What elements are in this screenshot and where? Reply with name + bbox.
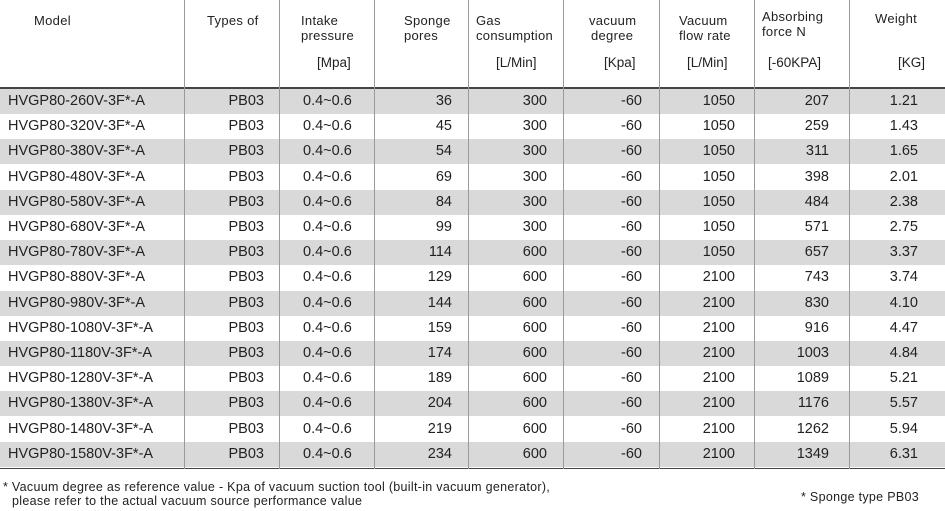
cell-model: HVGP80-260V-3F*-A [8, 93, 146, 109]
table-row [0, 417, 945, 442]
column-divider [659, 0, 660, 469]
cell-gas: 300 [522, 143, 547, 160]
cell-pores: 159 [427, 319, 452, 336]
column-divider [849, 0, 850, 469]
cell-pressure: 0.4~0.6 [303, 294, 352, 311]
cell-type: PB03 [228, 420, 264, 437]
cell-pressure: 0.4~0.6 [303, 269, 352, 286]
cell-flow: 1050 [702, 143, 735, 160]
cell-force: 1003 [796, 345, 829, 361]
header-gas-line1: Gas [476, 13, 501, 28]
cell-gas: 600 [522, 370, 547, 387]
header-weight: Weight [875, 11, 918, 26]
cell-force: 1176 [797, 395, 829, 412]
cell-vac: -60 [621, 294, 642, 311]
cell-weight: 5.21 [889, 370, 918, 387]
cell-weight: 1.65 [889, 143, 918, 160]
cell-weight: 4.47 [889, 319, 918, 336]
header-gas-line2: consumption [476, 28, 554, 43]
cell-gas: 600 [522, 244, 547, 261]
cell-model: HVGP80-580V-3F*-A [8, 193, 146, 210]
cell-pressure: 0.4~0.6 [303, 219, 352, 235]
cell-force: 259 [804, 118, 829, 135]
cell-model: HVGP80-1180V-3F*-A [8, 345, 152, 361]
cell-pressure: 0.4~0.6 [303, 345, 352, 361]
cell-vac: -60 [621, 143, 642, 160]
cell-flow: 2100 [702, 319, 735, 336]
cell-force: 743 [804, 269, 829, 286]
cell-gas: 300 [522, 219, 547, 235]
cell-gas: 600 [522, 269, 547, 286]
cell-pressure: 0.4~0.6 [303, 420, 352, 437]
cell-pores: 234 [427, 445, 452, 462]
cell-type: PB03 [228, 219, 264, 235]
cell-gas: 600 [522, 345, 547, 361]
cell-pores: 84 [435, 193, 452, 210]
cell-vac: -60 [621, 118, 642, 135]
cell-force: 311 [805, 143, 829, 160]
cell-force: 1262 [796, 420, 829, 437]
footnote-line1: * Vacuum degree as reference value - Kpa of vacuum suction tool (built-in vacuum generator), [3, 480, 551, 494]
cell-type: PB03 [228, 294, 264, 311]
table-row [0, 240, 945, 265]
cell-force: 484 [804, 193, 829, 210]
cell-type: PB03 [228, 370, 264, 387]
cell-model: HVGP80-780V-3F*-A [8, 244, 146, 261]
cell-force: 830 [804, 294, 829, 311]
cell-weight: 3.74 [889, 269, 918, 286]
cell-gas: 600 [522, 294, 547, 311]
table-row [0, 89, 945, 114]
cell-flow: 2100 [702, 445, 735, 462]
table-row [0, 139, 945, 164]
cell-pores: 69 [435, 168, 452, 185]
cell-model: HVGP80-1280V-3F*-A [8, 370, 154, 387]
cell-flow: 2100 [702, 269, 735, 286]
cell-gas: 600 [522, 445, 547, 462]
table-row [0, 442, 945, 467]
cell-weight: 5.94 [889, 420, 918, 437]
column-divider [563, 0, 564, 469]
table-row [0, 114, 945, 139]
cell-vac: -60 [621, 93, 642, 109]
cell-pressure: 0.4~0.6 [303, 143, 352, 160]
cell-force: 657 [804, 244, 829, 261]
header-vacdeg-line2: degree [591, 28, 634, 43]
cell-weight: 5.57 [889, 395, 918, 412]
cell-pores: 204 [427, 395, 452, 412]
table-row [0, 391, 945, 416]
cell-pressure: 0.4~0.6 [303, 395, 352, 412]
cell-type: PB03 [228, 319, 264, 336]
cell-vac: -60 [621, 219, 642, 235]
cell-weight: 4.10 [889, 294, 918, 311]
cell-vac: -60 [621, 319, 642, 336]
cell-pores: 36 [435, 93, 452, 109]
cell-gas: 300 [522, 168, 547, 185]
table-row [0, 265, 945, 290]
cell-force: 1349 [796, 445, 829, 462]
table-row [0, 291, 945, 316]
cell-pores: 114 [428, 244, 452, 261]
cell-gas: 600 [522, 395, 547, 412]
cell-type: PB03 [228, 345, 264, 361]
table-row [0, 165, 945, 190]
cell-pores: 129 [427, 269, 452, 286]
cell-force: 207 [804, 93, 829, 109]
table-row [0, 190, 945, 215]
cell-pores: 174 [427, 345, 452, 361]
cell-flow: 2100 [702, 345, 735, 361]
cell-type: PB03 [228, 445, 264, 462]
cell-type: PB03 [228, 395, 264, 412]
cell-force: 916 [804, 319, 829, 336]
cell-vac: -60 [621, 193, 642, 210]
cell-pressure: 0.4~0.6 [303, 118, 352, 135]
cell-gas: 300 [522, 193, 547, 210]
column-divider [279, 0, 280, 469]
header-vacdeg-unit: [Kpa] [604, 55, 636, 70]
cell-vac: -60 [621, 395, 642, 412]
cell-weight: 2.75 [889, 219, 918, 235]
cell-flow: 1050 [702, 93, 735, 109]
cell-pores: 99 [435, 219, 452, 235]
cell-gas: 600 [522, 319, 547, 336]
cell-pores: 45 [435, 118, 452, 135]
column-divider [184, 0, 185, 469]
cell-vac: -60 [621, 420, 642, 437]
header-types: Types of [207, 13, 259, 28]
header-weight-unit: [KG] [898, 55, 926, 70]
cell-pressure: 0.4~0.6 [303, 193, 352, 210]
cell-flow: 2100 [702, 370, 735, 387]
column-divider [468, 0, 469, 469]
footnote-line2: please refer to the actual vacuum source performance value [12, 494, 363, 508]
cell-flow: 2100 [702, 420, 735, 437]
cell-model: HVGP80-1480V-3F*-A [8, 420, 154, 437]
header-force-line1: Absorbing [762, 9, 824, 24]
header-sponge-line2: pores [404, 28, 439, 43]
cell-weight: 6.31 [889, 445, 918, 462]
cell-pores: 189 [427, 370, 452, 387]
cell-weight: 2.38 [889, 193, 918, 210]
header-sponge-line1: Sponge [404, 13, 451, 28]
cell-vac: -60 [621, 168, 642, 185]
cell-flow: 1050 [702, 219, 735, 235]
cell-flow: 1050 [702, 118, 735, 135]
header-force-unit: [-60KPA] [768, 55, 822, 70]
cell-weight: 3.37 [889, 244, 918, 261]
header-gas-unit: [L/Min] [496, 55, 537, 70]
cell-type: PB03 [228, 269, 264, 286]
cell-model: HVGP80-480V-3F*-A [8, 168, 146, 185]
cell-gas: 300 [522, 118, 547, 135]
cell-model: HVGP80-380V-3F*-A [8, 143, 146, 160]
cell-gas: 300 [522, 93, 547, 109]
cell-model: HVGP80-320V-3F*-A [8, 118, 146, 135]
cell-model: HVGP80-1380V-3F*-A [8, 395, 154, 412]
cell-pores: 144 [427, 294, 452, 311]
cell-flow: 1050 [702, 168, 735, 185]
cell-vac: -60 [621, 370, 642, 387]
column-divider [374, 0, 375, 469]
header-flow-line2: flow rate [679, 28, 731, 43]
cell-vac: -60 [621, 244, 642, 261]
cell-weight: 4.84 [889, 345, 918, 361]
header-flow-unit: [L/Min] [687, 55, 728, 70]
cell-flow: 1050 [702, 244, 735, 261]
cell-weight: 1.21 [889, 93, 918, 109]
cell-vac: -60 [621, 445, 642, 462]
cell-force: 398 [804, 168, 829, 185]
header-intake-line1: Intake [301, 13, 339, 28]
header-intake-line2: pressure [301, 28, 354, 43]
cell-vac: -60 [621, 269, 642, 286]
cell-model: HVGP80-1580V-3F*-A [8, 445, 154, 462]
cell-type: PB03 [228, 193, 264, 210]
cell-model: HVGP80-980V-3F*-A [8, 294, 146, 311]
cell-force: 1089 [796, 370, 829, 387]
cell-pressure: 0.4~0.6 [303, 168, 352, 185]
table-row [0, 366, 945, 391]
cell-flow: 2100 [702, 395, 735, 412]
header-vacdeg-line1: vacuum [589, 13, 637, 28]
cell-force: 571 [804, 219, 829, 235]
cell-type: PB03 [228, 93, 264, 109]
cell-model: HVGP80-880V-3F*-A [8, 269, 146, 286]
cell-pressure: 0.4~0.6 [303, 93, 352, 109]
cell-model: HVGP80-1080V-3F*-A [8, 319, 154, 336]
footnote-sponge-type: * Sponge type PB03 [801, 490, 919, 504]
header-flow-line1: Vacuum [679, 13, 728, 28]
cell-weight: 1.43 [889, 118, 918, 135]
cell-flow: 2100 [702, 294, 735, 311]
column-divider [754, 0, 755, 469]
cell-vac: -60 [621, 345, 642, 361]
table-bottom-rule [0, 468, 945, 469]
cell-pressure: 0.4~0.6 [303, 445, 352, 462]
cell-pores: 219 [427, 420, 452, 437]
table-row [0, 215, 945, 240]
cell-pressure: 0.4~0.6 [303, 244, 352, 261]
header-model: Model [34, 13, 71, 28]
cell-type: PB03 [228, 143, 264, 160]
cell-type: PB03 [228, 168, 264, 185]
cell-gas: 600 [522, 420, 547, 437]
cell-type: PB03 [228, 244, 264, 261]
cell-model: HVGP80-680V-3F*-A [8, 219, 146, 235]
cell-weight: 2.01 [889, 168, 918, 185]
cell-type: PB03 [228, 118, 264, 135]
table-header [0, 0, 945, 89]
table-row [0, 341, 945, 366]
header-intake-unit: [Mpa] [317, 55, 351, 70]
cell-pressure: 0.4~0.6 [303, 370, 352, 387]
header-force-line2: force N [762, 24, 807, 39]
cell-pressure: 0.4~0.6 [303, 319, 352, 336]
table-row [0, 316, 945, 341]
cell-flow: 1050 [702, 193, 735, 210]
cell-pores: 54 [435, 143, 452, 160]
